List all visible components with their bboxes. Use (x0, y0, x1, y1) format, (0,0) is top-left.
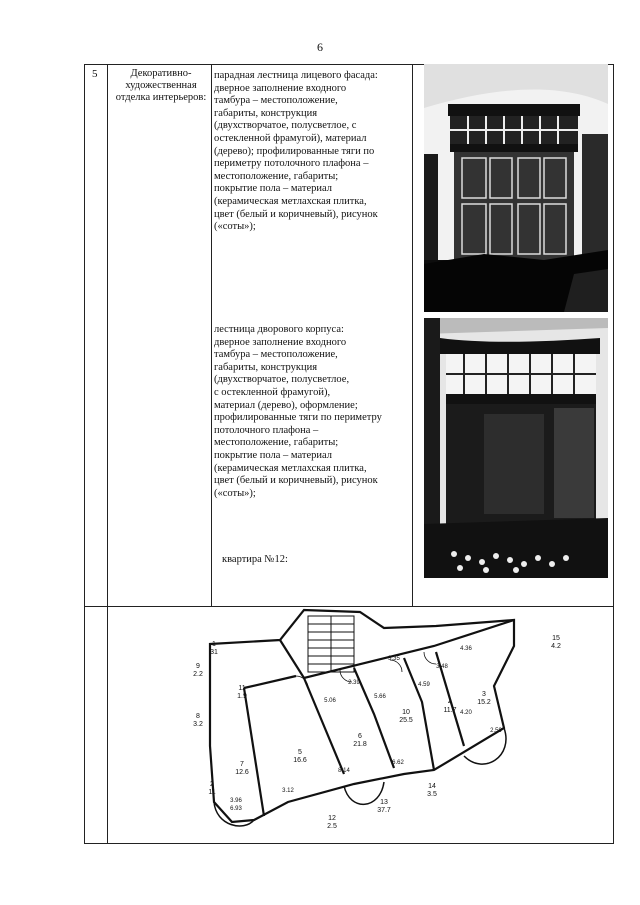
room-label: 13 37.7 (377, 799, 391, 814)
row-number: 5 (92, 68, 98, 80)
column-divider (107, 64, 108, 844)
dimension-label: 5.06 (324, 698, 336, 704)
entry-main-staircase: парадная лестница лицевого фасада: дверное заполнение входного тамбура – местоположение, габариты, конструкция (двухстворчатое, полусветлое, с остекленной фрамугой), материал (дерево); профилированные тяги по периметру потолочного плафона – местоположение, габариты; покрытие пола – материал (керамическая метлахская плитка, цвет (белый и коричневый), рисунок («соты»); (214, 70, 378, 233)
dimension-label: 6.62 (392, 760, 404, 766)
apartment-label: квартира №12: (222, 554, 288, 565)
column-divider (412, 64, 413, 606)
dimension-label: 8.14 (338, 768, 350, 774)
room-label: 1 31 (210, 641, 218, 656)
dimension-label: 4.59 (418, 682, 430, 688)
room-label: 7 12.6 (235, 761, 249, 776)
room-label: 12 2.5 (327, 815, 337, 830)
room-label: 6 21.8 (353, 733, 367, 748)
dimension-label: 6.93 (230, 806, 242, 812)
column-divider (211, 64, 212, 606)
page-number: 6 (317, 40, 323, 54)
dimension-label: 5.66 (374, 694, 386, 700)
room-label: 14 3.5 (427, 783, 437, 798)
dimension-label: 2.39 (348, 680, 360, 686)
row-title: Декоративно-художественная отделка интерьеров: (115, 68, 207, 103)
room-label: 11 1.9 (237, 685, 247, 700)
dimension-label: 4.20 (460, 710, 472, 716)
dimension-label: 3.12 (282, 788, 294, 794)
room-label: 3 15.2 (477, 691, 491, 706)
room-label: 10 25.5 (399, 709, 413, 724)
room-label: 4 11.7 (443, 699, 457, 714)
dimension-label: 3.35 (388, 656, 400, 662)
photo-main-entrance (424, 64, 608, 312)
dimension-label: 3.96 (230, 798, 242, 804)
room-label: 9 2.2 (193, 663, 203, 678)
dimension-label: 3.48 (436, 664, 448, 670)
floor-plan (184, 606, 612, 842)
room-label: 5 16.6 (293, 749, 307, 764)
dimension-label: 2.59 (490, 728, 502, 734)
photo-courtyard-entrance (424, 318, 608, 578)
room-label: 15 4.2 (551, 635, 561, 650)
room-label: 2 11 (208, 781, 216, 796)
room-label: 8 3.2 (193, 713, 203, 728)
dimension-label: 4.36 (460, 646, 472, 652)
entry-courtyard-staircase: лестница дворового корпуса: дверное заполнение входного тамбура – местоположение, габариты, конструкция (двухстворчатое, полусветлое, с остекленной фрамугой), материал (дерево), оформление; профилированные тяги по периметру потолочного плафона – местоположение, габариты; покрытие пола – материал (керамическая метлахская плитка, цвет (белый и коричневый), рисунок («соты»); (214, 324, 382, 499)
